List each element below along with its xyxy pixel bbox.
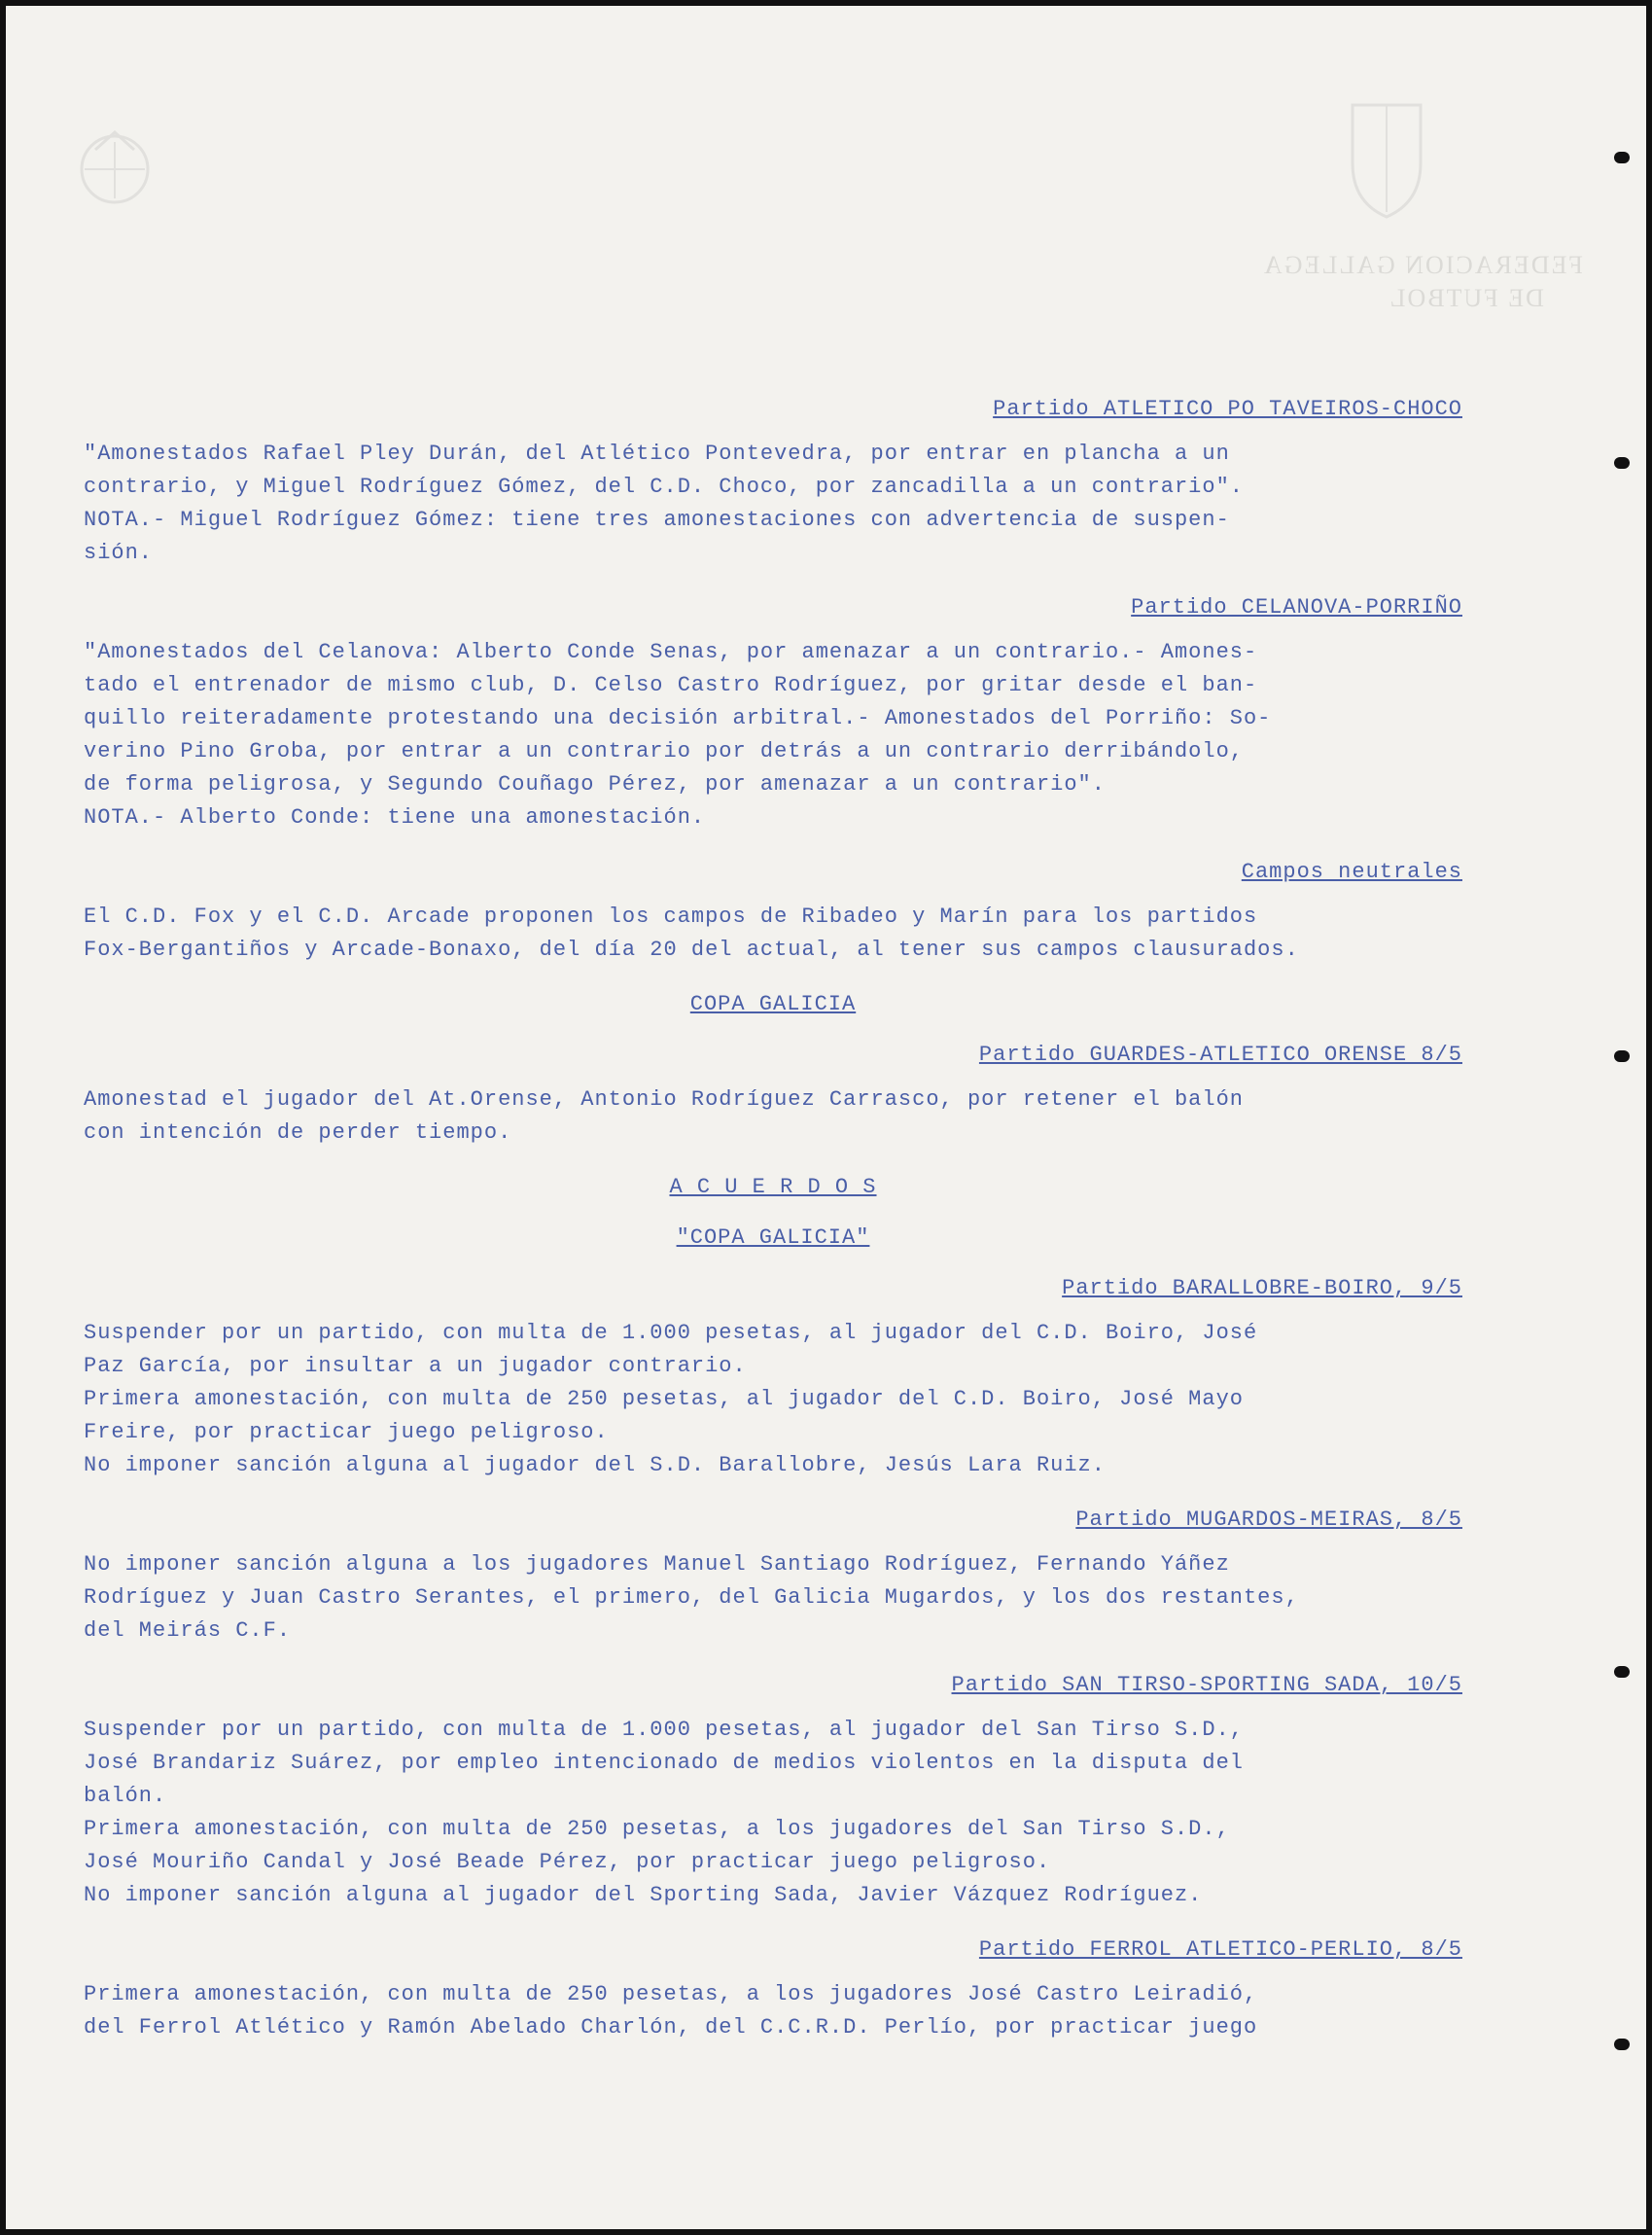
text-line: del Ferrol Atlético y Ramón Abelado Charlón, del C.C.R.D. Perlío, por practicar juego [84, 2015, 1258, 2040]
section-paragraph [84, 438, 1462, 570]
match-heading: Partido SAN TIRSO-SPORTING SADA, 10/5 [951, 1673, 1462, 1697]
text-line: tado el entrenador de mismo club, D. Celso Castro Rodríguez, por gritar desde el ban- [84, 673, 1258, 697]
text-line: NOTA.- Miguel Rodríguez Gómez: tiene tres amonestaciones con advertencia de suspen- [84, 508, 1230, 532]
text-line: con intención de perder tiempo. [84, 1120, 512, 1145]
text-line: Rodríguez y Juan Castro Serantes, el primero, del Galicia Mugardos, y los dos restantes, [84, 1585, 1299, 1610]
text-line: quillo reiteradamente protestando una decisión arbitral.- Amonestados del Porriño: So- [84, 706, 1272, 730]
text-line: verino Pino Groba, por entrar a un contrario por detrás a un contrario derribándolo, [84, 739, 1244, 763]
section-title: A C U E R D O S [669, 1175, 877, 1199]
section-paragraph [84, 1083, 1462, 1150]
section-paragraph [84, 1317, 1462, 1482]
text-line: Fox-Bergantiños y Arcade-Bonaxo, del día 20 del actual, al tener sus campos clausurados. [84, 938, 1299, 962]
section-paragraph [84, 1978, 1462, 2044]
binder-mark [1614, 1050, 1630, 1062]
text-line: "Amonestados del Celanova: Alberto Conde Senas, por amenazar a un contrario.- Amones- [84, 640, 1258, 664]
section-paragraph [84, 1548, 1462, 1648]
text-line: Suspender por un partido, con multa de 1.000 pesetas, al jugador del San Tirso S.D., [84, 1718, 1244, 1742]
text-line: Amonestad el jugador del At.Orense, Antonio Rodríguez Carrasco, por retener el balón [84, 1087, 1244, 1112]
text-line: No imponer sanción alguna a los jugadores Manuel Santiago Rodríguez, Fernando Yáñez [84, 1552, 1230, 1577]
match-heading: Partido CELANOVA-PORRIÑO [1131, 595, 1462, 620]
match-heading: Partido BARALLOBRE-BOIRO, 9/5 [1062, 1276, 1462, 1300]
text-line: Paz García, por insultar a un jugador contrario. [84, 1354, 747, 1378]
shield-icon [1343, 95, 1430, 222]
text-line: El C.D. Fox y el C.D. Arcade proponen los campos de Ribadeo y Marín para los partidos [84, 905, 1258, 929]
text-line: Freire, por practicar juego peligroso. [84, 1420, 609, 1444]
text-line: sión. [84, 541, 154, 565]
text-line: "Amonestados Rafael Pley Durán, del Atlético Pontevedra, por entrar en plancha a un [84, 442, 1230, 466]
match-heading: Partido GUARDES-ATLETICO ORENSE 8/5 [978, 1043, 1462, 1067]
letterhead-line1: FEDERACION GALLEGA [1262, 251, 1583, 279]
binder-mark [1614, 457, 1630, 469]
section-paragraph [84, 1714, 1462, 1912]
text-line: de forma peligrosa, y Segundo Couñago Pérez, por amenazar a un contrario". [84, 772, 1106, 797]
match-heading: Campos neutrales [1241, 860, 1462, 884]
binder-mark [1614, 152, 1630, 163]
text-line: Primera amonestación, con multa de 250 pesetas, a los jugadores del San Tirso S.D., [84, 1817, 1230, 1841]
text-line: Suspender por un partido, con multa de 1.000 pesetas, al jugador del C.D. Boiro, José [84, 1321, 1258, 1345]
text-line: No imponer sanción alguna al jugador del Sporting Sada, Javier Vázquez Rodríguez. [84, 1883, 1203, 1907]
section-title: COPA GALICIA [689, 992, 857, 1016]
match-heading: Partido ATLETICO PO TAVEIROS-CHOCO [993, 397, 1462, 421]
text-line: contrario, y Miguel Rodríguez Gómez, del C.D. Choco, por zancadilla a un contrario". [84, 475, 1244, 499]
section-paragraph [84, 901, 1462, 967]
text-line: del Meirás C.F. [84, 1618, 292, 1643]
match-heading: Partido MUGARDOS-MEIRAS, 8/5 [1075, 1508, 1462, 1532]
section-title: "COPA GALICIA" [676, 1225, 870, 1250]
document-body [84, 393, 1462, 2066]
letterhead-line2: DE FUTBOL [1388, 284, 1544, 312]
text-line: balón. [84, 1784, 167, 1808]
text-line: Primera amonestación, con multa de 250 pesetas, a los jugadores José Castro Leiradió, [84, 1982, 1258, 2006]
text-line: José Brandariz Suárez, por empleo intencionado de medios violentos en la disputa del [84, 1751, 1244, 1775]
match-heading: Partido FERROL ATLETICO-PERLIO, 8/5 [978, 1937, 1462, 1962]
letterhead [1262, 249, 1583, 315]
binder-mark [1614, 1666, 1630, 1678]
text-line: No imponer sanción alguna al jugador del S.D. Barallobre, Jesús Lara Ruiz. [84, 1453, 1106, 1477]
text-line: José Mouriño Candal y José Beade Pérez, por practicar juego peligroso. [84, 1850, 1051, 1874]
crest-icon [71, 121, 158, 208]
text-line: NOTA.- Alberto Conde: tiene una amonestación. [84, 805, 706, 830]
binder-mark [1614, 2039, 1630, 2050]
text-line: Primera amonestación, con multa de 250 pesetas, al jugador del C.D. Boiro, José Mayo [84, 1387, 1244, 1411]
section-paragraph [84, 636, 1462, 834]
